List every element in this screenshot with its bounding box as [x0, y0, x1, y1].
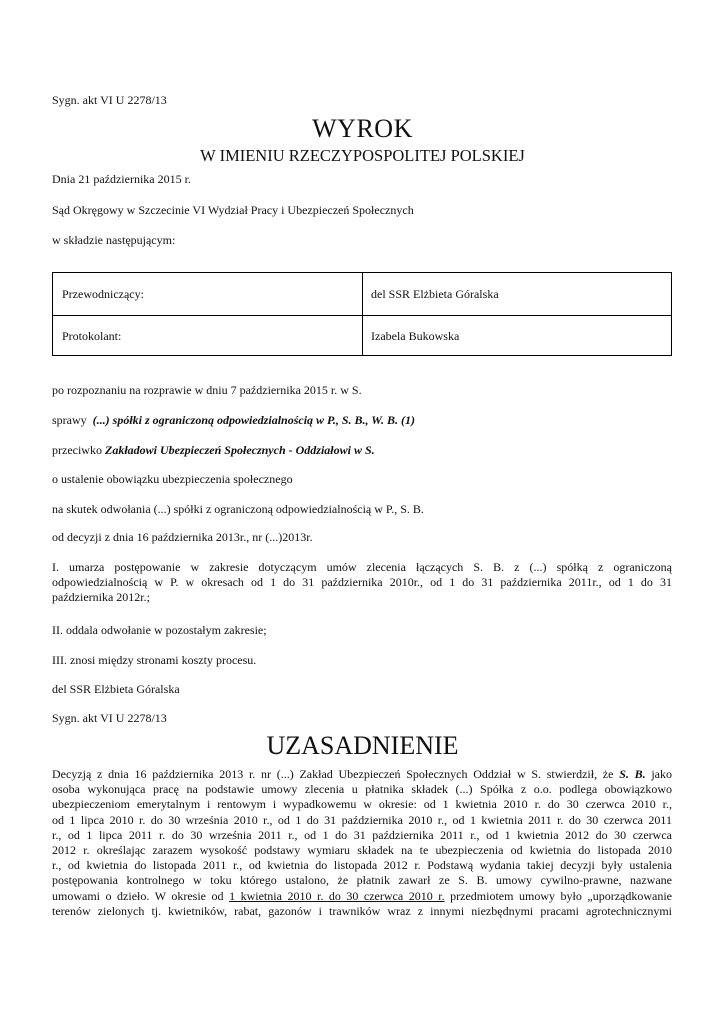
przeciwko-prefix: przeciwko	[52, 443, 102, 457]
sprawy-prefix: sprawy	[52, 413, 87, 427]
ruling-line: odpowiedzialnością w P. w okresach od 1 do 31 października 2010r., od 1 do 31 października 2011r., od 1 do 31	[52, 575, 672, 590]
hearing-info: po rozpoznaniu na rozprawie w dniu 7 października 2015 r. w S.	[52, 383, 362, 397]
justification-line: terenów zielonych tj. kwietników, rabat, gazonów i trawników wraz z innymi niezbędnymi pracami agrotechnicznymi	[52, 903, 672, 918]
justification-paragraph	[52, 767, 672, 919]
justification-line: r., od kwietnia do listopada 2011 r., od kwietnia do listopada 2012 r. Podstawą wydania takiej decyzji były ustalenia	[52, 858, 672, 873]
panel-value: Izabela Bukowska	[371, 329, 460, 343]
judgment-subtitle: W IMIENIU RZECZYPOSPOLITEJ POLSKIEJ	[200, 146, 525, 165]
judgment-title: WYROK	[312, 114, 413, 143]
text-run: Decyzją z dnia 16 października 2013 r. nr (...) Zakład Ubezpieczeń Społecznych Oddział w S. stwierdził, że	[52, 767, 620, 781]
appellant-parties: (...) spółki z ograniczoną odpowiedzialnością w P., S. B., W. B. (1)	[92, 413, 416, 427]
justification-title: UZASADNIENIE	[266, 731, 459, 760]
ruling-point-3: III. znosi między stronami koszty procesu.	[52, 653, 257, 667]
justification-line: ubezpieczeniom emerytalnym i rentowym i wypadkowemu w okresie: od 1 kwietnia 2010 r. do 30 czerwca 2010 r.,	[52, 797, 672, 812]
panel-label: Przewodniczący:	[62, 287, 144, 301]
ruling-line: października 2012r.;	[52, 590, 150, 605]
panel-value: del SSR Elżbieta Góralska	[371, 287, 499, 301]
court-name: Sąd Okręgowy w Szczecinie VI Wydział Pracy i Ubezpieczeń Społecznych	[52, 203, 414, 217]
composition-intro: w składzie następującym:	[52, 233, 176, 247]
justification-line	[52, 889, 672, 904]
justification-line: postępowania kontrolnego w toku którego ustalono, że płatnik zawarł ze S. B. umowy cywilno-prawne, nazwane	[52, 873, 672, 888]
justification-line: 2012 r. określając zarazem wysokość podstawy wymiaru składek na te ubezpieczenia od kwietnia do listopada 2010	[52, 842, 672, 857]
text-run: jako	[645, 767, 672, 781]
judgment-date: Dnia 21 października 2015 r.	[52, 172, 191, 186]
panel-column-divider	[362, 273, 363, 355]
case-subject: o ustalenie obowiązku ubezpieczenia społecznego	[52, 472, 293, 486]
panel-label: Protokolant:	[62, 329, 122, 343]
person-name: S. B.	[619, 767, 646, 781]
justification-line: r., od 1 lipca 2011 r. do 30 września 2011 r., od 1 do 31 października 2011 r., od 1 kwietnia 2012 do 30 czerwca	[52, 827, 672, 842]
court-panel-table	[52, 272, 672, 356]
ruling-line: I. umarza postępowanie w zakresie dotyczącym umów zlecenia łączących S. B. z (...) spółką z ograniczoną	[52, 560, 672, 574]
case-signature-top: Sygn. akt VI U 2278/13	[52, 93, 167, 107]
justification-line	[52, 767, 672, 782]
respondent-name: Zakładowi Ubezpieczeń Społecznych - Oddziałowi w S.	[104, 443, 375, 457]
ruling-point-1	[52, 560, 672, 606]
justification-line: od 1 lipca 2010 r. do 30 września 2010 r., od 1 do 31 października 2010 r., od 1 kwietnia 2011 r. do 30 czerwca 2011	[52, 812, 672, 827]
decision-info: od decyzji z dnia 16 października 2013r., nr (...)2013r.	[52, 530, 313, 544]
case-parties	[52, 413, 415, 428]
justification-line: osoba wykonująca pracę na podstawie umowy zlecenia u płatnika składek (...) Spółka z o.o. podlega obowiązkowo	[52, 782, 672, 797]
judge-signature: del SSR Elżbieta Góralska	[52, 682, 180, 696]
underlined-period: 1 kwietnia 2010 r. do 30 czerwca 2010 r.	[229, 888, 445, 903]
text-run: umowami o dzieło. W okresie od	[52, 888, 230, 903]
ruling-point-2: II. oddala odwołanie w pozostałym zakresie;	[52, 623, 267, 637]
case-signature-justification: Sygn. akt VI U 2278/13	[52, 711, 167, 725]
text-run: przedmiotem umowy było „uporządkowanie	[444, 888, 672, 903]
respondent	[52, 443, 375, 458]
appeal-info: na skutek odwołania (...) spółki z ograniczoną odpowiedzialnością w P., S. B.	[52, 502, 424, 516]
